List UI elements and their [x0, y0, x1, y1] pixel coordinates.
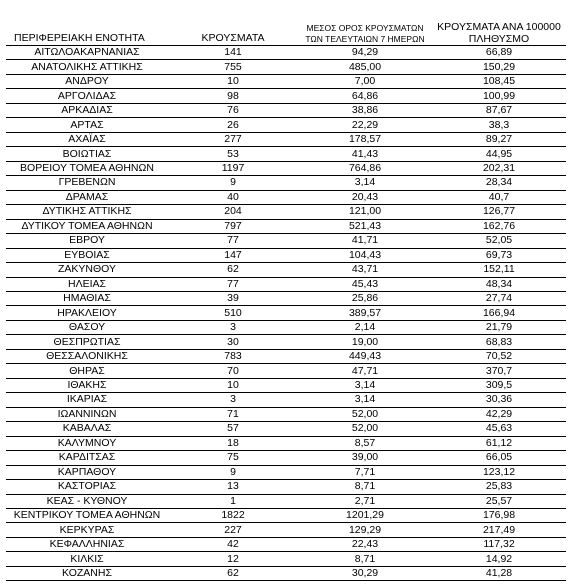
- region-cell: ΗΛΕΙΑΣ: [6, 277, 168, 291]
- cases-per-100k-cell: 162,76: [432, 219, 566, 233]
- region-cell: ΑΧΑΪΑΣ: [6, 132, 168, 146]
- region-cell: ΔΥΤΙΚΟΥ ΤΟΜΕΑ ΑΘΗΝΩΝ: [6, 219, 168, 233]
- table-row: [6, 234, 566, 248]
- region-cell: ΙΩΑΝΝΙΝΩΝ: [6, 407, 168, 421]
- table-row: [6, 46, 566, 60]
- cases-per-100k-cell: 44,95: [432, 147, 566, 161]
- cases-cell: 53: [168, 147, 298, 161]
- cases-cell: 40: [168, 190, 298, 204]
- cases-cell: 70: [168, 364, 298, 378]
- region-cell: ΕΒΡΟΥ: [6, 234, 168, 248]
- seven-day-average-cell: 52,00: [298, 407, 432, 421]
- seven-day-average-cell: 1201,29: [298, 509, 432, 523]
- cases-cell: 9: [168, 465, 298, 479]
- seven-day-average-cell: 39,00: [298, 451, 432, 465]
- cases-cell: 62: [168, 263, 298, 277]
- seven-day-average-cell: 389,57: [298, 306, 432, 320]
- cases-per-100k-cell: 70,52: [432, 349, 566, 363]
- cases-cell: 26: [168, 118, 298, 132]
- header-seven-day-average: [298, 14, 432, 46]
- cases-cell: 9: [168, 176, 298, 190]
- cases-cell: 98: [168, 89, 298, 103]
- cases-per-100k-cell: 89,27: [432, 132, 566, 146]
- seven-day-average-cell: 25,86: [298, 291, 432, 305]
- seven-day-average-cell: 94,29: [298, 46, 432, 60]
- cases-per-100k-cell: 87,67: [432, 103, 566, 117]
- table-row: [6, 465, 566, 479]
- region-cell: ΒΟΡΕΙΟΥ ΤΟΜΕΑ ΑΘΗΝΩΝ: [6, 161, 168, 175]
- cases-per-100k-cell: 38,3: [432, 118, 566, 132]
- table-row: [6, 523, 566, 537]
- cases-per-100k-cell: 42,29: [432, 407, 566, 421]
- table-row: [6, 74, 566, 88]
- cases-cell: 71: [168, 407, 298, 421]
- seven-day-average-cell: 41,43: [298, 147, 432, 161]
- cases-per-100k-cell: 27,74: [432, 291, 566, 305]
- region-cell: ΚΕΡΚΥΡΑΣ: [6, 523, 168, 537]
- cases-per-100k-cell: 176,98: [432, 509, 566, 523]
- seven-day-average-cell: 30,29: [298, 566, 432, 580]
- cases-per-100k-cell: 152,11: [432, 263, 566, 277]
- region-cell: ΑΝΑΤΟΛΙΚΗΣ ΑΤΤΙΚΗΣ: [6, 60, 168, 74]
- cases-cell: 141: [168, 46, 298, 60]
- table-row: [6, 320, 566, 334]
- region-cell: ΚΙΛΚΙΣ: [6, 552, 168, 566]
- seven-day-average-cell: 64,86: [298, 89, 432, 103]
- table-row: [6, 436, 566, 450]
- cases-cell: 204: [168, 205, 298, 219]
- region-cell: ΗΜΑΘΙΑΣ: [6, 291, 168, 305]
- header-region: ΠΕΡΙΦΕΡΕΙΑΚΗ ΕΝΟΤΗΤΑ: [6, 14, 168, 46]
- seven-day-average-cell: 19,00: [298, 335, 432, 349]
- cases-cell: 1197: [168, 161, 298, 175]
- header-seven-day-average-line1: ΜΕΣΟΣ ΟΡΟΣ ΚΡΟΥΣΜΑΤΩΝ: [306, 23, 424, 33]
- seven-day-average-cell: 8,71: [298, 480, 432, 494]
- table-row: [6, 89, 566, 103]
- cases-per-100k-cell: 123,12: [432, 465, 566, 479]
- region-cell: ΑΡΤΑΣ: [6, 118, 168, 132]
- seven-day-average-cell: 485,00: [298, 60, 432, 74]
- seven-day-average-cell: 449,43: [298, 349, 432, 363]
- region-cell: ΚΕΝΤΡΙΚΟΥ ΤΟΜΕΑ ΑΘΗΝΩΝ: [6, 509, 168, 523]
- cases-per-100k-cell: 202,31: [432, 161, 566, 175]
- cases-cell: 10: [168, 378, 298, 392]
- seven-day-average-cell: 8,57: [298, 436, 432, 450]
- region-cell: ΚΑΡΠΑΘΟΥ: [6, 465, 168, 479]
- seven-day-average-cell: 22,29: [298, 118, 432, 132]
- cases-cell: 18: [168, 436, 298, 450]
- region-cell: ΘΕΣΠΡΩΤΙΑΣ: [6, 335, 168, 349]
- cases-per-100k-cell: 166,94: [432, 306, 566, 320]
- cases-cell: 3: [168, 393, 298, 407]
- cases-per-100k-cell: 28,34: [432, 176, 566, 190]
- seven-day-average-cell: 7,71: [298, 465, 432, 479]
- seven-day-average-cell: 41,71: [298, 234, 432, 248]
- cases-per-100k-cell: 108,45: [432, 74, 566, 88]
- region-cell: ΓΡΕΒΕΝΩΝ: [6, 176, 168, 190]
- seven-day-average-cell: 47,71: [298, 364, 432, 378]
- cases-cell: 42: [168, 537, 298, 551]
- table-row: [6, 349, 566, 363]
- table-row: [6, 190, 566, 204]
- table-row: [6, 378, 566, 392]
- region-cell: ΒΟΙΩΤΙΑΣ: [6, 147, 168, 161]
- table-row: [6, 552, 566, 566]
- cases-per-100k-cell: 25,57: [432, 494, 566, 508]
- table-row: [6, 335, 566, 349]
- region-cell: ΕΥΒΟΙΑΣ: [6, 248, 168, 262]
- region-cell: ΑΙΤΩΛΟΑΚΑΡΝΑΝΙΑΣ: [6, 46, 168, 60]
- cases-per-100k-cell: 48,34: [432, 277, 566, 291]
- cases-per-100k-cell: 41,28: [432, 566, 566, 580]
- cases-cell: 10: [168, 74, 298, 88]
- seven-day-average-cell: 7,00: [298, 74, 432, 88]
- cases-per-100k-cell: 66,89: [432, 46, 566, 60]
- region-cell: ΗΡΑΚΛΕΙΟΥ: [6, 306, 168, 320]
- table-row: [6, 393, 566, 407]
- cases-cell: 1: [168, 494, 298, 508]
- table-row: [6, 277, 566, 291]
- header-cases-per-100k: [432, 14, 566, 46]
- region-cell: ΚΟΖΑΝΗΣ: [6, 566, 168, 580]
- seven-day-average-cell: 178,57: [298, 132, 432, 146]
- header-cases: ΚΡΟΥΣΜΑΤΑ: [168, 14, 298, 46]
- cases-per-100k-cell: 150,29: [432, 60, 566, 74]
- seven-day-average-cell: 22,43: [298, 537, 432, 551]
- table-row: [6, 248, 566, 262]
- seven-day-average-cell: 129,29: [298, 523, 432, 537]
- cases-per-100k-cell: 40,7: [432, 190, 566, 204]
- region-cell: ΘΕΣΣΑΛΟΝΙΚΗΣ: [6, 349, 168, 363]
- region-cell: ΙΚΑΡΙΑΣ: [6, 393, 168, 407]
- cases-per-100k-cell: 21,79: [432, 320, 566, 334]
- table-row: [6, 103, 566, 117]
- cases-cell: 797: [168, 219, 298, 233]
- region-cell: ΑΝΔΡΟΥ: [6, 74, 168, 88]
- cases-cell: 13: [168, 480, 298, 494]
- seven-day-average-cell: 2,71: [298, 494, 432, 508]
- table-row: [6, 291, 566, 305]
- table-row: [6, 364, 566, 378]
- region-cell: ΚΑΛΥΜΝΟΥ: [6, 436, 168, 450]
- seven-day-average-cell: 521,43: [298, 219, 432, 233]
- cases-cell: 3: [168, 320, 298, 334]
- cases-cell: 12: [168, 552, 298, 566]
- region-cell: ΘΗΡΑΣ: [6, 364, 168, 378]
- cases-cell: 76: [168, 103, 298, 117]
- table-row: [6, 60, 566, 74]
- cases-per-100k-cell: 309,5: [432, 378, 566, 392]
- seven-day-average-cell: 45,43: [298, 277, 432, 291]
- cases-per-100k-cell: 217,49: [432, 523, 566, 537]
- cases-cell: 755: [168, 60, 298, 74]
- table-row: [6, 537, 566, 551]
- region-cell: ΑΡΚΑΔΙΑΣ: [6, 103, 168, 117]
- seven-day-average-cell: 121,00: [298, 205, 432, 219]
- region-cell: ΚΑΒΑΛΑΣ: [6, 422, 168, 436]
- cases-per-100k-cell: 117,32: [432, 537, 566, 551]
- table-row: [6, 161, 566, 175]
- seven-day-average-cell: 43,71: [298, 263, 432, 277]
- cases-cell: 30: [168, 335, 298, 349]
- cases-per-100k-cell: 100,99: [432, 89, 566, 103]
- header-cases-per-100k-line1: ΚΡΟΥΣΜΑΤΑ ΑΝΑ 100000: [437, 21, 561, 33]
- table-row: [6, 176, 566, 190]
- cases-per-100k-cell: 126,77: [432, 205, 566, 219]
- cases-cell: 57: [168, 422, 298, 436]
- seven-day-average-cell: 20,43: [298, 190, 432, 204]
- cases-per-100k-cell: 25,83: [432, 480, 566, 494]
- cases-per-100k-cell: 14,92: [432, 552, 566, 566]
- table-row: [6, 480, 566, 494]
- region-cell: ΔΡΑΜΑΣ: [6, 190, 168, 204]
- seven-day-average-cell: 3,14: [298, 393, 432, 407]
- region-cell: ΘΑΣΟΥ: [6, 320, 168, 334]
- cases-per-100k-cell: 68,83: [432, 335, 566, 349]
- region-cell: ΔΥΤΙΚΗΣ ΑΤΤΙΚΗΣ: [6, 205, 168, 219]
- table-row: [6, 205, 566, 219]
- region-cell: ΖΑΚΥΝΘΟΥ: [6, 263, 168, 277]
- cases-per-100k-cell: 61,12: [432, 436, 566, 450]
- cases-cell: 39: [168, 291, 298, 305]
- seven-day-average-cell: 104,43: [298, 248, 432, 262]
- table-row: [6, 118, 566, 132]
- cases-cell: 75: [168, 451, 298, 465]
- table-row: [6, 132, 566, 146]
- table-row: [6, 422, 566, 436]
- table-row: [6, 306, 566, 320]
- region-cell: ΚΑΡΔΙΤΣΑΣ: [6, 451, 168, 465]
- table-body: [6, 46, 566, 581]
- seven-day-average-cell: 52,00: [298, 422, 432, 436]
- cases-cell: 227: [168, 523, 298, 537]
- header-row: [6, 14, 566, 46]
- table-row: [6, 219, 566, 233]
- table-row: [6, 407, 566, 421]
- cases-table: [6, 14, 566, 581]
- seven-day-average-cell: 3,14: [298, 378, 432, 392]
- cases-cell: 1822: [168, 509, 298, 523]
- seven-day-average-cell: 3,14: [298, 176, 432, 190]
- table-row: [6, 451, 566, 465]
- region-cell: ΚΕΦΑΛΛΗΝΙΑΣ: [6, 537, 168, 551]
- region-cell: ΚΑΣΤΟΡΙΑΣ: [6, 480, 168, 494]
- header-cases-per-100k-line2: ΠΛΗΘΥΣΜΟ: [468, 33, 530, 45]
- cases-per-100k-cell: 45,63: [432, 422, 566, 436]
- region-cell: ΑΡΓΟΛΙΔΑΣ: [6, 89, 168, 103]
- header-seven-day-average-line2: ΤΩΝ ΤΕΛΕΥΤΑΙΩΝ 7 ΗΜΕΡΩΝ: [305, 34, 425, 44]
- region-cell: ΚΕΑΣ - ΚΥΘΝΟΥ: [6, 494, 168, 508]
- table-row: [6, 494, 566, 508]
- seven-day-average-cell: 764,86: [298, 161, 432, 175]
- cases-cell: 77: [168, 277, 298, 291]
- cases-cell: 62: [168, 566, 298, 580]
- seven-day-average-cell: 38,86: [298, 103, 432, 117]
- table-row: [6, 147, 566, 161]
- cases-per-100k-cell: 52,05: [432, 234, 566, 248]
- cases-cell: 510: [168, 306, 298, 320]
- cases-per-100k-cell: 66,05: [432, 451, 566, 465]
- seven-day-average-cell: 2,14: [298, 320, 432, 334]
- cases-cell: 147: [168, 248, 298, 262]
- cases-cell: 77: [168, 234, 298, 248]
- table-row: [6, 263, 566, 277]
- cases-per-100k-cell: 370,7: [432, 364, 566, 378]
- cases-per-100k-cell: 69,73: [432, 248, 566, 262]
- cases-cell: 277: [168, 132, 298, 146]
- cases-cell: 783: [168, 349, 298, 363]
- cases-per-100k-cell: 30,36: [432, 393, 566, 407]
- table-row: [6, 566, 566, 580]
- region-cell: ΙΘΑΚΗΣ: [6, 378, 168, 392]
- table-row: [6, 509, 566, 523]
- seven-day-average-cell: 8,71: [298, 552, 432, 566]
